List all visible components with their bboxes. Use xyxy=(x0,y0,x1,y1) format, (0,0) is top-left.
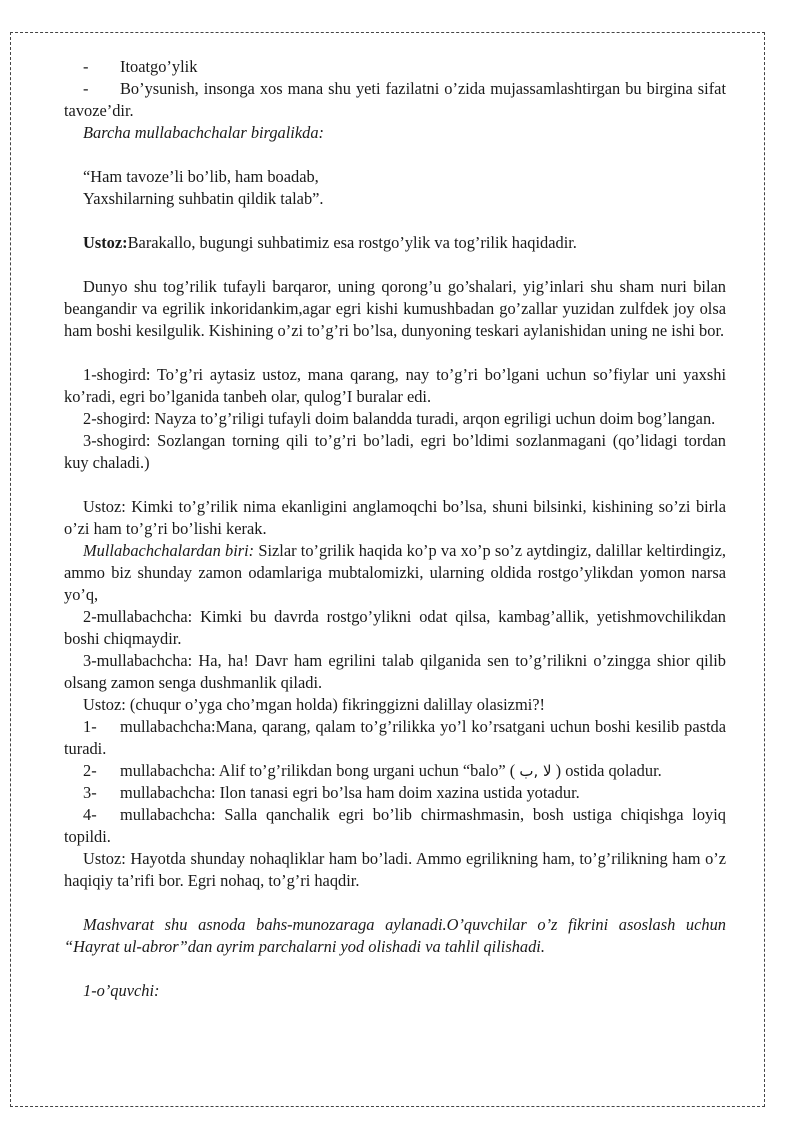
numbered-item xyxy=(64,716,726,760)
spacer xyxy=(64,210,726,232)
spacer xyxy=(64,254,726,276)
list-item xyxy=(64,78,726,122)
verse-block xyxy=(64,166,726,210)
list-item-text: Bo’ysunish, insonga xos mana shu yeti fazilatni o’zida mujassamlashtirgan bu birgina sifat tavoze’dir. xyxy=(64,79,726,120)
numbered-item xyxy=(64,804,726,848)
arabic-letters: لا ,ب xyxy=(519,762,552,780)
dialogue-line: 2-shogird: Nayza to’g’riligi tufayli doim balandda turadi, arqon egriligi uchun doim bog’langan. xyxy=(83,409,716,428)
item-text: mullabachcha: Ilon tanasi egri bo’lsa ham doim xazina ustida yotadur. xyxy=(120,783,580,802)
item-number: 4- xyxy=(83,805,97,824)
speaker-label: Ustoz: xyxy=(83,233,128,252)
document-body xyxy=(64,56,726,1002)
dash-marker: - xyxy=(83,57,89,76)
dialogue-text: Sizlar to’grilik haqida ko’p va xo’p so’z aytdingiz, dalillar keltirdingiz, ammo biz shunday zamon odamlariga mubtalomizki, ularning oldida rostgo’ylikdan yomon narsa yo’q, xyxy=(64,541,726,604)
list-item xyxy=(64,56,726,78)
dialogue-line: 2-mullabachcha: Kimki bu davrda rostgo’ylikni odat qilsa, kambag’allik, yetishmovchilikdan boshi chiqmaydir. xyxy=(64,607,726,648)
dialogue-line xyxy=(64,232,726,254)
dialogue-text: Barakallo, bugungi suhbatimiz esa rostgo’ylik va tog’rilik haqidadir. xyxy=(127,233,577,252)
stage-direction: Mashvarat shu asnoda bahs-munozaraga aylanadi.O’quvchilar o’z fikrini asoslash uchun “Hayrat ul-abror”dan ayrim parchalarni yod olishadi va tahlil qilishadi. xyxy=(64,915,726,956)
spacer xyxy=(64,892,726,914)
spacer xyxy=(64,474,726,496)
spacer xyxy=(64,144,726,166)
numbered-item xyxy=(64,760,726,782)
numbered-item xyxy=(64,782,726,804)
dialogue-line xyxy=(64,540,726,606)
item-text: ) ostida qoladur. xyxy=(551,761,662,780)
speaker-heading: 1-o’quvchi: xyxy=(83,981,160,1000)
dialogue-line: 3-mullabachcha: Ha, ha! Davr ham egrilini talab qilganida sen to’g’rilikni o’zingga shior qilib olsang zamon senga dushmanlik qiladi. xyxy=(64,651,726,692)
item-text: mullabachcha: Salla qanchalik egri bo’lib chirmashmasin, bosh ustiga chiqishga loyiq topildi. xyxy=(64,805,726,846)
item-number: 2- xyxy=(83,761,97,780)
speaker-label: Mullabachchalardan biri: xyxy=(83,541,255,560)
verse-line: Yaxshilarning suhbatin qildik talab”. xyxy=(83,189,324,208)
item-number: 3- xyxy=(83,783,97,802)
dialogue-line: 3-shogird: Sozlangan torning qili to’g’ri bo’ladi, egri bo’ldimi sozlanmagani (qo’lidagi tordan kuy chaladi.) xyxy=(64,431,726,472)
item-text: mullabachcha: Alif to’g’rilikdan bong urgani uchun “balo” ( xyxy=(120,761,520,780)
paragraph: Dunyo shu tog’rilik tufayli barqaror, uning qorong’u go’shalari, yig’inlari shu sham nuri bilan beangandir va egrilik inkoridankim,agar egri kishi kumushbadan go’zallar yuzidan zulfdek joy olsa ham boshi kesilgulik. Kishining o’zi to’g’ri bo’lsa, dunyoning teskari aylanishidan uning ne ishi bor. xyxy=(64,277,726,340)
dialogue-line: 1-shogird: To’g’ri aytasiz ustoz, mana qarang, nay to’g’ri bo’lgani uchun so’fiylar uni yaxshi ko’radi, egri bo’lganida tanbeh olar, qulog’I buralar edi. xyxy=(64,365,726,406)
item-number: 1- xyxy=(83,717,97,736)
spacer xyxy=(64,342,726,364)
verse-line: “Ham tavoze’li bo’lib, ham boadab, xyxy=(83,167,319,186)
list-item-text: Itoatgo’ylik xyxy=(120,57,198,76)
dialogue-line: Ustoz: Hayotda shunday nohaqliklar ham bo’ladi. Ammo egrilikning ham, to’g’rilikning ham o’z haqiqiy ta’rifi bor. Egri nohaq, to’g’ri haqdir. xyxy=(64,849,726,890)
spacer xyxy=(64,958,726,980)
dialogue-line: Ustoz: (chuqur o’yga cho’mgan holda) fikringgizni dalillay olasizmi?! xyxy=(83,695,545,714)
item-text: mullabachcha:Mana, qarang, qalam to’g’rilikka yo’l ko’rsatgani uchun boshi kesilib pastda turadi. xyxy=(64,717,726,758)
chorus-heading: Barcha mullabachchalar birgalikda: xyxy=(83,123,324,142)
dialogue-line: Ustoz: Kimki to’g’rilik nima ekanligini anglamoqchi bo’lsa, shuni bilsinki, kishining so’zi birla o’zi ham to’g’ri bo’lishi kerak. xyxy=(64,497,726,538)
dash-marker: - xyxy=(83,79,89,98)
